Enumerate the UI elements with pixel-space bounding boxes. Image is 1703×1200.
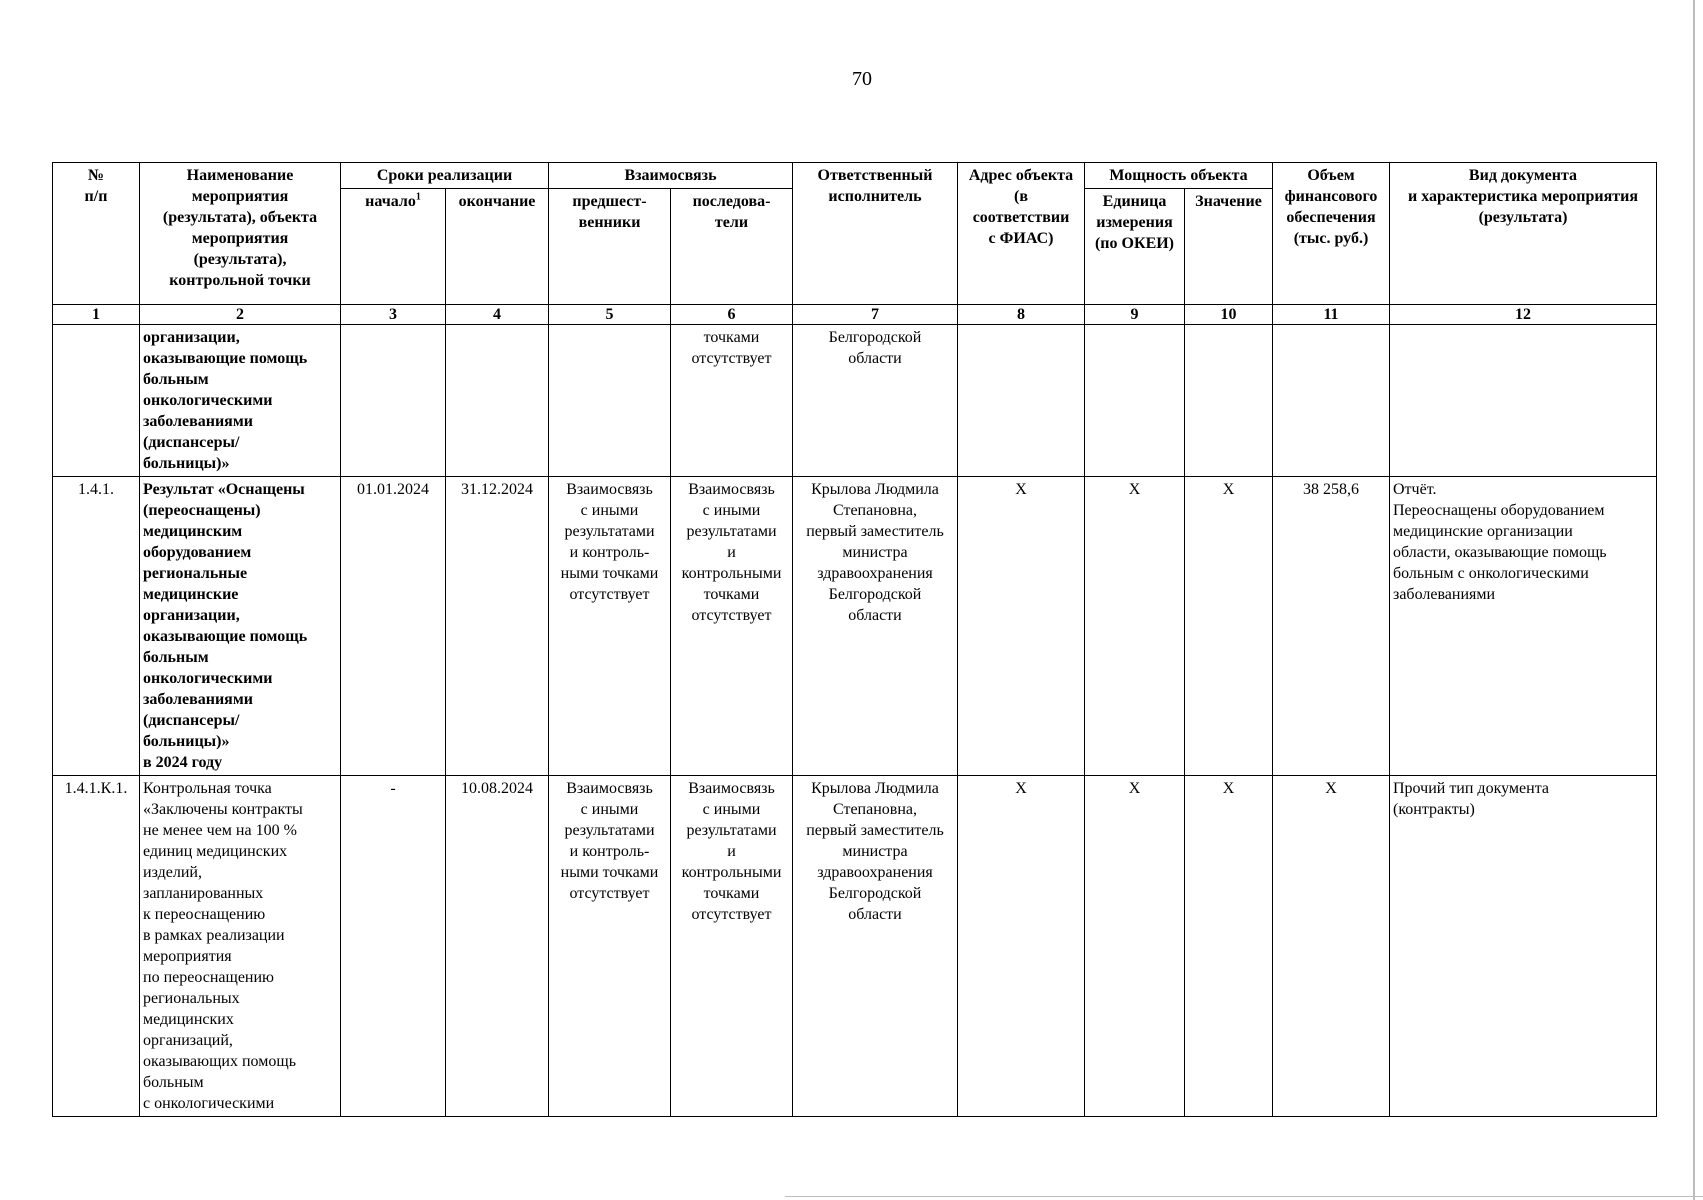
column-number: 1 — [53, 305, 140, 325]
header-doc-type: Вид документа и характеристика мероприятия (результата) — [1390, 163, 1657, 305]
header-relation: Взаимосвязь — [549, 163, 793, 189]
row-num: 1.4.1.К.1. — [53, 776, 140, 1117]
row-value: Х — [1185, 776, 1273, 1117]
row-num: 1.4.1. — [53, 477, 140, 776]
footnote-mark: 1 — [415, 191, 421, 203]
header-address: Адрес объекта (в соответствии с ФИАС) — [958, 163, 1085, 305]
row-end: 10.08.2024 — [446, 776, 549, 1117]
header-terms: Сроки реализации — [341, 163, 549, 189]
row-finance: Х — [1273, 776, 1390, 1117]
table-row — [53, 325, 1657, 477]
table-row — [53, 776, 1657, 1117]
row-predecessors — [549, 325, 671, 477]
row-start: 01.01.2024 — [341, 477, 446, 776]
row-end — [446, 325, 549, 477]
row-unit: Х — [1085, 477, 1185, 776]
row-end: 31.12.2024 — [446, 477, 549, 776]
scan-bottom-line — [785, 1196, 1703, 1197]
column-number: 5 — [549, 305, 671, 325]
row-predecessors: Взаимосвязь с иными результатами и контроль- ными точками отсутствует — [549, 477, 671, 776]
column-number: 6 — [671, 305, 793, 325]
row-address: Х — [958, 776, 1085, 1117]
header-finance: Объем финансового обеспечения (тыс. руб.) — [1273, 163, 1390, 305]
column-number-row — [53, 305, 1657, 325]
header-successors: последова- тели — [671, 189, 793, 305]
column-number: 11 — [1273, 305, 1390, 325]
header-value: Значение — [1185, 189, 1273, 305]
row-start: - — [341, 776, 446, 1117]
row-name: Контрольная точка «Заключены контракты не менее чем на 100 % единиц медицинских изделий, запланированных к переоснащению в рамках реализации мероприятия по переоснащению региональных медицинских организаций, оказывающих помощь больным с онкологическими — [140, 776, 341, 1117]
header-capacity: Мощность объекта — [1085, 163, 1273, 189]
header-executor: Ответственный исполнитель — [793, 163, 958, 305]
row-unit: Х — [1085, 776, 1185, 1117]
row-predecessors: Взаимосвязь с иными результатами и контроль- ными точками отсутствует — [549, 776, 671, 1117]
row-unit — [1085, 325, 1185, 477]
header-row-1 — [53, 163, 1657, 189]
row-doc — [1390, 325, 1657, 477]
row-name: Результат «Оснащены (переоснащены) медицинским оборудованием региональные медицинские организации, оказывающие помощь больным онкологическими заболеваниями (диспансеры/ больницы)» в 2024 году — [140, 477, 341, 776]
column-number: 12 — [1390, 305, 1657, 325]
row-doc: Отчёт. Переоснащены оборудованием медицинские организации области, оказывающие помощь больным с онкологическими заболеваниями — [1390, 477, 1657, 776]
header-end: окончание — [446, 189, 549, 305]
column-number: 8 — [958, 305, 1085, 325]
header-predecessors: предшест- венники — [549, 189, 671, 305]
column-number: 9 — [1085, 305, 1185, 325]
header-num: № п/п — [53, 163, 140, 305]
column-number: 3 — [341, 305, 446, 325]
row-num — [53, 325, 140, 477]
row-value: Х — [1185, 477, 1273, 776]
row-successors: Взаимосвязь с иными результатами и контрольными точками отсутствует — [671, 776, 793, 1117]
header-name: Наименование мероприятия (результата), объекта мероприятия (результата), контрольной точки — [140, 163, 341, 305]
column-number: 4 — [446, 305, 549, 325]
row-finance — [1273, 325, 1390, 477]
header-start-label: начало — [365, 193, 416, 210]
row-executor: Крылова Людмила Степановна, первый заместитель министра здравоохранения Белгородской области — [793, 477, 958, 776]
row-successors: Взаимосвязь с иными результатами и контрольными точками отсутствует — [671, 477, 793, 776]
column-number: 7 — [793, 305, 958, 325]
row-executor: Крылова Людмила Степановна, первый заместитель министра здравоохранения Белгородской области — [793, 776, 958, 1117]
table-row — [53, 477, 1657, 776]
column-number: 2 — [140, 305, 341, 325]
page-number: 70 — [852, 68, 872, 90]
row-address — [958, 325, 1085, 477]
row-value — [1185, 325, 1273, 477]
row-name: организации, оказывающие помощь больным онкологическими заболеваниями (диспансеры/ больницы)» — [140, 325, 341, 477]
row-start — [341, 325, 446, 477]
header-start — [341, 189, 446, 305]
row-successors: точками отсутствует — [671, 325, 793, 477]
column-number: 10 — [1185, 305, 1273, 325]
row-executor: Белгородской области — [793, 325, 958, 477]
scan-edge-line — [1693, 0, 1695, 1200]
row-finance: 38 258,6 — [1273, 477, 1390, 776]
row-doc: Прочий тип документа (контракты) — [1390, 776, 1657, 1117]
activities-table — [52, 162, 1657, 1117]
header-unit: Единица измерения (по ОКЕИ) — [1085, 189, 1185, 305]
row-address: Х — [958, 477, 1085, 776]
